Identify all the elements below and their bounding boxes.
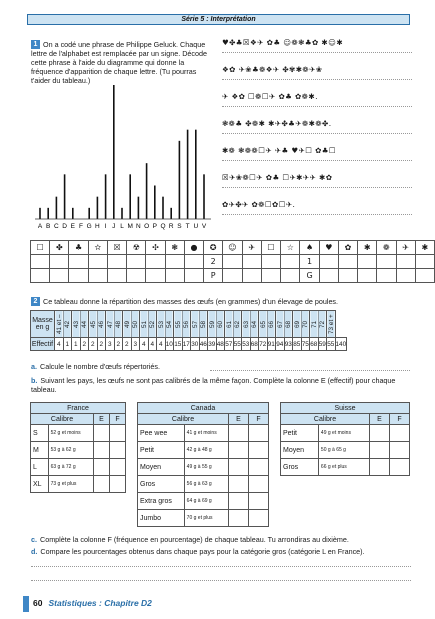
suisse-row	[281, 425, 410, 442]
symbol-cell: ✱	[415, 241, 434, 255]
mass-cell: 42	[63, 311, 72, 338]
mass-cell: 72	[318, 311, 327, 338]
calibre-range: 64 g à 69 g	[184, 493, 228, 510]
symbol-cell: ✈	[242, 241, 261, 255]
symbol-cell: ☒	[107, 241, 126, 255]
france-row	[31, 459, 126, 476]
frequency-cell[interactable]	[390, 459, 410, 476]
letter-label-M: M	[127, 223, 133, 230]
question-b-text: Suivant les pays, les œufs ne sont pas calibrés de la même façon. Complète la colonne E (effectif) pour chaque tableau.	[31, 376, 396, 394]
count-cell: 48	[216, 338, 225, 351]
calibre-range: 53 g à 62 g	[48, 442, 93, 459]
count-cell: 4	[140, 338, 149, 351]
mass-cell: 48	[114, 311, 123, 338]
frequency-cell[interactable]	[110, 476, 126, 493]
frequency-cell[interactable]	[249, 476, 269, 493]
calibre-range: 73 g et plus	[48, 476, 93, 493]
canada-row	[138, 476, 269, 493]
suisse-col-f: F	[390, 414, 410, 425]
calibre-code: M	[31, 442, 49, 459]
effectif-cell[interactable]	[229, 425, 249, 442]
number-cell[interactable]	[242, 255, 261, 269]
count-cell: 68	[250, 338, 259, 351]
count-cell: 39	[208, 338, 217, 351]
letter-frequency-diagram	[31, 80, 216, 232]
count-cell: 3	[131, 338, 140, 351]
question-b	[31, 376, 411, 394]
canada-row	[138, 442, 269, 459]
letter-cell[interactable]: G	[300, 269, 319, 283]
letter-cell[interactable]	[377, 269, 396, 283]
count-cell: 93	[284, 338, 293, 351]
france-col-f: F	[110, 414, 126, 425]
number-cell[interactable]	[415, 255, 434, 269]
cipher-line: ❖✿ ✈❀♣❁❖✈ ✤✾✱❁✈❀	[222, 63, 412, 80]
letter-label-C: C	[54, 223, 59, 230]
count-cell: 2	[114, 338, 123, 351]
canada-row	[138, 425, 269, 442]
cipher-line: ♥✤♣☒❖✈ ✿♣ ☺❁❃♣✿ ✱☺✱	[222, 36, 412, 53]
effectif-cell[interactable]	[229, 493, 249, 510]
calibre-code: Extra gros	[138, 493, 185, 510]
mass-cell: 41 et –	[55, 311, 64, 338]
mass-cell: 70	[301, 311, 310, 338]
letter-label-B: B	[46, 223, 51, 230]
count-cell: 2	[89, 338, 98, 351]
answer-line-d1[interactable]	[31, 566, 411, 567]
mass-cell: 66	[267, 311, 276, 338]
mass-cell: 58	[199, 311, 208, 338]
letter-label-U: U	[193, 223, 199, 230]
symbol-cell: ☆	[281, 241, 300, 255]
frequency-cell[interactable]	[110, 459, 126, 476]
letter-label-T: T	[185, 223, 190, 230]
chapter-title: Statistiques : Chapitre D2	[48, 598, 152, 608]
count-cell: 2	[97, 338, 106, 351]
mass-cell: 67	[276, 311, 285, 338]
symbol-cell: ❃	[165, 241, 184, 255]
mass-cell: 65	[259, 311, 268, 338]
calibre-code: Petit	[281, 425, 319, 442]
count-cell: 140	[335, 338, 347, 351]
calibre-range: 50 g à 65 g	[318, 442, 369, 459]
suisse-table	[280, 402, 410, 476]
count-cell: 72	[259, 338, 268, 351]
letter-label-N: N	[136, 223, 141, 230]
effectif-cell[interactable]	[94, 425, 110, 442]
count-cell: 55	[233, 338, 242, 351]
france-row	[31, 476, 126, 493]
calibre-range: 63 g à 72 g	[48, 459, 93, 476]
count-cell: 59	[318, 338, 327, 351]
mass-cell: 50	[131, 311, 140, 338]
effectif-cell[interactable]	[229, 476, 249, 493]
calibre-range: 66 g et plus	[318, 459, 369, 476]
symbol-cell: ✤	[50, 241, 69, 255]
letter-label-I: I	[104, 223, 107, 230]
symbol-cell: ☢	[127, 241, 146, 255]
symbol-cell: ♥	[319, 241, 338, 255]
number-cell[interactable]	[223, 255, 242, 269]
letter-cell[interactable]	[88, 269, 107, 283]
frequency-cell[interactable]	[390, 442, 410, 459]
count-cell: 4	[55, 338, 64, 351]
count-cell: 1	[72, 338, 81, 351]
letter-label-P: P	[152, 223, 157, 230]
symbol-cell: ✪	[204, 241, 223, 255]
letter-label-D: D	[62, 223, 67, 230]
number-cell[interactable]	[261, 255, 280, 269]
mass-cell: 46	[97, 311, 106, 338]
number-cell[interactable]	[281, 255, 300, 269]
canada-row	[138, 459, 269, 476]
series-banner: Série 5 : Interprétation	[27, 14, 410, 25]
number-cell[interactable]	[127, 255, 146, 269]
letter-label-J: J	[112, 223, 116, 230]
mass-cell: 64	[250, 311, 259, 338]
count-cell: 2	[80, 338, 89, 351]
frequency-cell[interactable]	[249, 459, 269, 476]
mass-label: Masse en g	[31, 311, 55, 338]
count-cell: 4	[157, 338, 166, 351]
frequency-cell[interactable]	[249, 442, 269, 459]
mass-cell: 51	[140, 311, 149, 338]
frequency-cell[interactable]	[249, 493, 269, 510]
question-c-label: c.	[31, 535, 37, 544]
letter-label-Q: Q	[160, 223, 166, 230]
calibre-range: 42 g à 48 g	[184, 442, 228, 459]
question-c-text: Complète la colonne F (fréquence en pourcentage) de chaque tableau. Tu arrondiras au dixième.	[40, 535, 349, 544]
letter-cell[interactable]	[31, 269, 50, 283]
letter-label-A: A	[37, 223, 43, 230]
mass-cell: 63	[242, 311, 251, 338]
frequency-cell[interactable]	[390, 425, 410, 442]
answer-line-a[interactable]	[210, 370, 410, 371]
count-cell: 91	[267, 338, 276, 351]
symbol-cell: ✱	[358, 241, 377, 255]
count-row	[31, 338, 347, 351]
mass-row	[31, 311, 347, 338]
symbol-cell: ♠	[300, 241, 319, 255]
count-label: Effectif	[31, 338, 55, 351]
question-c	[31, 535, 411, 544]
mass-cell: 59	[208, 311, 217, 338]
mass-cell: 73 et +	[327, 311, 336, 338]
page-number: 60	[33, 598, 43, 608]
symbol-cell: ✈	[396, 241, 415, 255]
france-col-e: E	[94, 414, 110, 425]
effectif-cell[interactable]	[229, 459, 249, 476]
number-cell[interactable]	[165, 255, 184, 269]
calibre-range: 56 g à 63 g	[184, 476, 228, 493]
question-d-text: Compare les pourcentages obtenus dans chaque pays pour la catégorie gros (catégorie L en France).	[40, 547, 365, 556]
calibre-code: Moyen	[281, 442, 319, 459]
france-row	[31, 425, 126, 442]
count-cell: 3	[106, 338, 115, 351]
letter-label-G: G	[86, 223, 92, 230]
exercise-1-body: On a codé une phrase de Philippe Geluck. Chaque lettre de l'alphabet est remplacée par un signe. Décode cette phrase à l'aide du diagramme qui donne la fréquence d'apparition de chaque lettre. (Tu pourras t'aider du tableau.)	[31, 40, 207, 85]
france-row	[31, 442, 126, 459]
mass-cell: 45	[89, 311, 98, 338]
count-cell: 85	[293, 338, 302, 351]
mass-cell: 71	[310, 311, 319, 338]
count-cell: 46	[199, 338, 208, 351]
question-d-label: d.	[31, 547, 38, 556]
frequency-cell[interactable]	[110, 442, 126, 459]
mass-cell: 44	[80, 311, 89, 338]
effectif-cell[interactable]	[370, 442, 390, 459]
number-cell[interactable]	[146, 255, 165, 269]
calibre-code: Gros	[138, 476, 185, 493]
effectif-cell[interactable]	[229, 442, 249, 459]
canada-col-calibre: Calibre	[138, 414, 229, 425]
exercise-1-text	[31, 40, 216, 85]
mass-cell: 69	[293, 311, 302, 338]
exercise-2-number: 2	[31, 297, 40, 306]
letter-cell[interactable]: P	[204, 269, 223, 283]
letter-label-H: H	[95, 223, 100, 230]
effectif-cell[interactable]	[94, 459, 110, 476]
count-cell: 17	[182, 338, 191, 351]
suisse-col-calibre: Calibre	[281, 414, 370, 425]
symbol-cell: ☐	[261, 241, 280, 255]
letter-cell[interactable]	[261, 269, 280, 283]
letter-cell[interactable]	[165, 269, 184, 283]
number-cell[interactable]	[338, 255, 357, 269]
symbol-cell: ♣	[69, 241, 88, 255]
letter-cell[interactable]	[184, 269, 203, 283]
letter-label-O: O	[144, 223, 150, 230]
cipher-line: ✿✈✤✈ ✿❁☐✿☐✈.	[222, 198, 412, 215]
mass-cell: 43	[72, 311, 81, 338]
effectif-cell[interactable]	[94, 476, 110, 493]
mass-table	[30, 310, 347, 351]
letter-label-F: F	[79, 223, 83, 230]
number-cell[interactable]	[107, 255, 126, 269]
cipher-line: ❃❁♣ ✤❁✱ ✱✈✤♣✈❁✱❁✤.	[222, 117, 412, 134]
frequency-cell[interactable]	[249, 425, 269, 442]
number-cell[interactable]	[88, 255, 107, 269]
letter-label-L: L	[120, 223, 124, 230]
mass-cell: 57	[191, 311, 200, 338]
count-cell: 55	[327, 338, 336, 351]
number-cell[interactable]: 2	[204, 255, 223, 269]
count-cell: 94	[276, 338, 285, 351]
number-cell[interactable]	[358, 255, 377, 269]
symbol-cell: ☺	[223, 241, 242, 255]
letter-label-V: V	[201, 223, 207, 230]
calibre-range: 70 g et plus	[184, 510, 228, 527]
letter-label-R: R	[168, 223, 174, 230]
canada-title: Canada	[138, 403, 269, 414]
exercise-2-text	[31, 297, 411, 306]
suisse-col-e: E	[370, 414, 390, 425]
mass-cell: 47	[106, 311, 115, 338]
count-cell: 15	[174, 338, 183, 351]
letter-cell[interactable]	[242, 269, 261, 283]
letter-cell[interactable]	[319, 269, 338, 283]
letter-label-E: E	[70, 223, 75, 230]
effectif-cell[interactable]	[94, 442, 110, 459]
calibre-code: S	[31, 425, 49, 442]
symbol-cell: ●	[184, 241, 203, 255]
letter-cell[interactable]	[50, 269, 69, 283]
exercise-1-number: 1	[31, 40, 40, 49]
frequency-cell[interactable]	[110, 425, 126, 442]
symbol-cell: ☐	[31, 241, 50, 255]
canada-table	[137, 402, 269, 527]
france-table	[30, 402, 126, 493]
suisse-row	[281, 459, 410, 476]
mass-cell: 53	[157, 311, 166, 338]
letter-cell[interactable]	[281, 269, 300, 283]
calibre-range: 49 g et moins	[318, 425, 369, 442]
mass-cell: 56	[182, 311, 191, 338]
canada-col-e: E	[229, 414, 249, 425]
count-cell: 75	[301, 338, 310, 351]
mass-cell: 60	[216, 311, 225, 338]
number-cell[interactable]	[69, 255, 88, 269]
mass-cell: 54	[165, 311, 174, 338]
count-cell: 68	[310, 338, 319, 351]
number-row	[31, 255, 435, 269]
mass-cell: 52	[148, 311, 157, 338]
symbol-cell: ✫	[88, 241, 107, 255]
letter-cell[interactable]	[127, 269, 146, 283]
symbol-cell: ❁	[377, 241, 396, 255]
calibre-code: Gros	[281, 459, 319, 476]
effectif-cell[interactable]	[370, 459, 390, 476]
cipher-line: ☒✈❀❁☐✈ ✿♣ ☐✈✱✈✈ ✱✿	[222, 171, 412, 188]
france-title: France	[31, 403, 126, 414]
letter-cell[interactable]	[69, 269, 88, 283]
france-col-calibre: Calibre	[31, 414, 94, 425]
count-cell: 30	[191, 338, 200, 351]
canada-row	[138, 510, 269, 527]
number-cell[interactable]	[396, 255, 415, 269]
calibre-range: 41 g et moins	[184, 425, 228, 442]
canada-row	[138, 493, 269, 510]
mass-cell: 49	[123, 311, 132, 338]
mass-cell: 61	[225, 311, 234, 338]
letter-cell[interactable]	[223, 269, 242, 283]
effectif-cell[interactable]	[229, 510, 249, 527]
letter-cell[interactable]	[338, 269, 357, 283]
cipher-line: ✈ ❖✿ ☐❁☐✈ ✿♣ ✿❁✱.	[222, 90, 412, 107]
number-cell[interactable]: 1	[300, 255, 319, 269]
number-cell[interactable]	[319, 255, 338, 269]
canada-col-f: F	[249, 414, 269, 425]
number-cell[interactable]	[50, 255, 69, 269]
calibre-range: 49 g à 55 g	[184, 459, 228, 476]
letter-label-S: S	[177, 223, 182, 230]
letter-cell[interactable]	[358, 269, 377, 283]
answer-line-d2[interactable]	[31, 580, 411, 581]
count-cell: 53	[242, 338, 251, 351]
mass-cell: 62	[233, 311, 242, 338]
suisse-title: Suisse	[281, 403, 410, 414]
exercise-2-body: Ce tableau donne la répartition des masses des œufs (en grammes) d'un élevage de poules.	[43, 297, 339, 306]
suisse-row	[281, 442, 410, 459]
effectif-cell[interactable]	[370, 425, 390, 442]
calibre-range: 52 g et moins	[48, 425, 93, 442]
count-cell: 2	[123, 338, 132, 351]
letter-cell[interactable]	[146, 269, 165, 283]
mass-cell: 68	[284, 311, 293, 338]
calibre-code: Jumbo	[138, 510, 185, 527]
letter-cell[interactable]	[107, 269, 126, 283]
letter-cell[interactable]	[396, 269, 415, 283]
count-cell: 4	[148, 338, 157, 351]
footer	[33, 598, 152, 608]
count-cell: 1	[63, 338, 72, 351]
number-cell[interactable]	[377, 255, 396, 269]
calibre-code: Pee wee	[138, 425, 185, 442]
question-d	[31, 547, 411, 556]
letter-row	[31, 269, 435, 283]
cipher-line: ✱❁ ❃❁❁☐✈ ✈♣ ♥✈☐ ✿♣☐	[222, 144, 412, 161]
symbol-cell: ✿	[338, 241, 357, 255]
frequency-cell[interactable]	[249, 510, 269, 527]
symbol-table	[30, 240, 435, 283]
question-b-label: b.	[31, 376, 38, 385]
mass-cell: 55	[174, 311, 183, 338]
question-a-label: a.	[31, 362, 37, 371]
number-cell[interactable]	[184, 255, 203, 269]
symbol-cell: ✣	[146, 241, 165, 255]
count-cell: 10	[165, 338, 174, 351]
calibre-code: XL	[31, 476, 49, 493]
calibre-code: L	[31, 459, 49, 476]
calibre-code: Petit	[138, 442, 185, 459]
calibre-code: Moyen	[138, 459, 185, 476]
symbol-row	[31, 241, 435, 255]
footer-bar	[23, 596, 29, 612]
letter-cell[interactable]	[415, 269, 434, 283]
number-cell[interactable]	[31, 255, 50, 269]
question-a-text: Calcule le nombre d'œufs répertoriés.	[40, 362, 161, 371]
count-cell: 57	[225, 338, 234, 351]
